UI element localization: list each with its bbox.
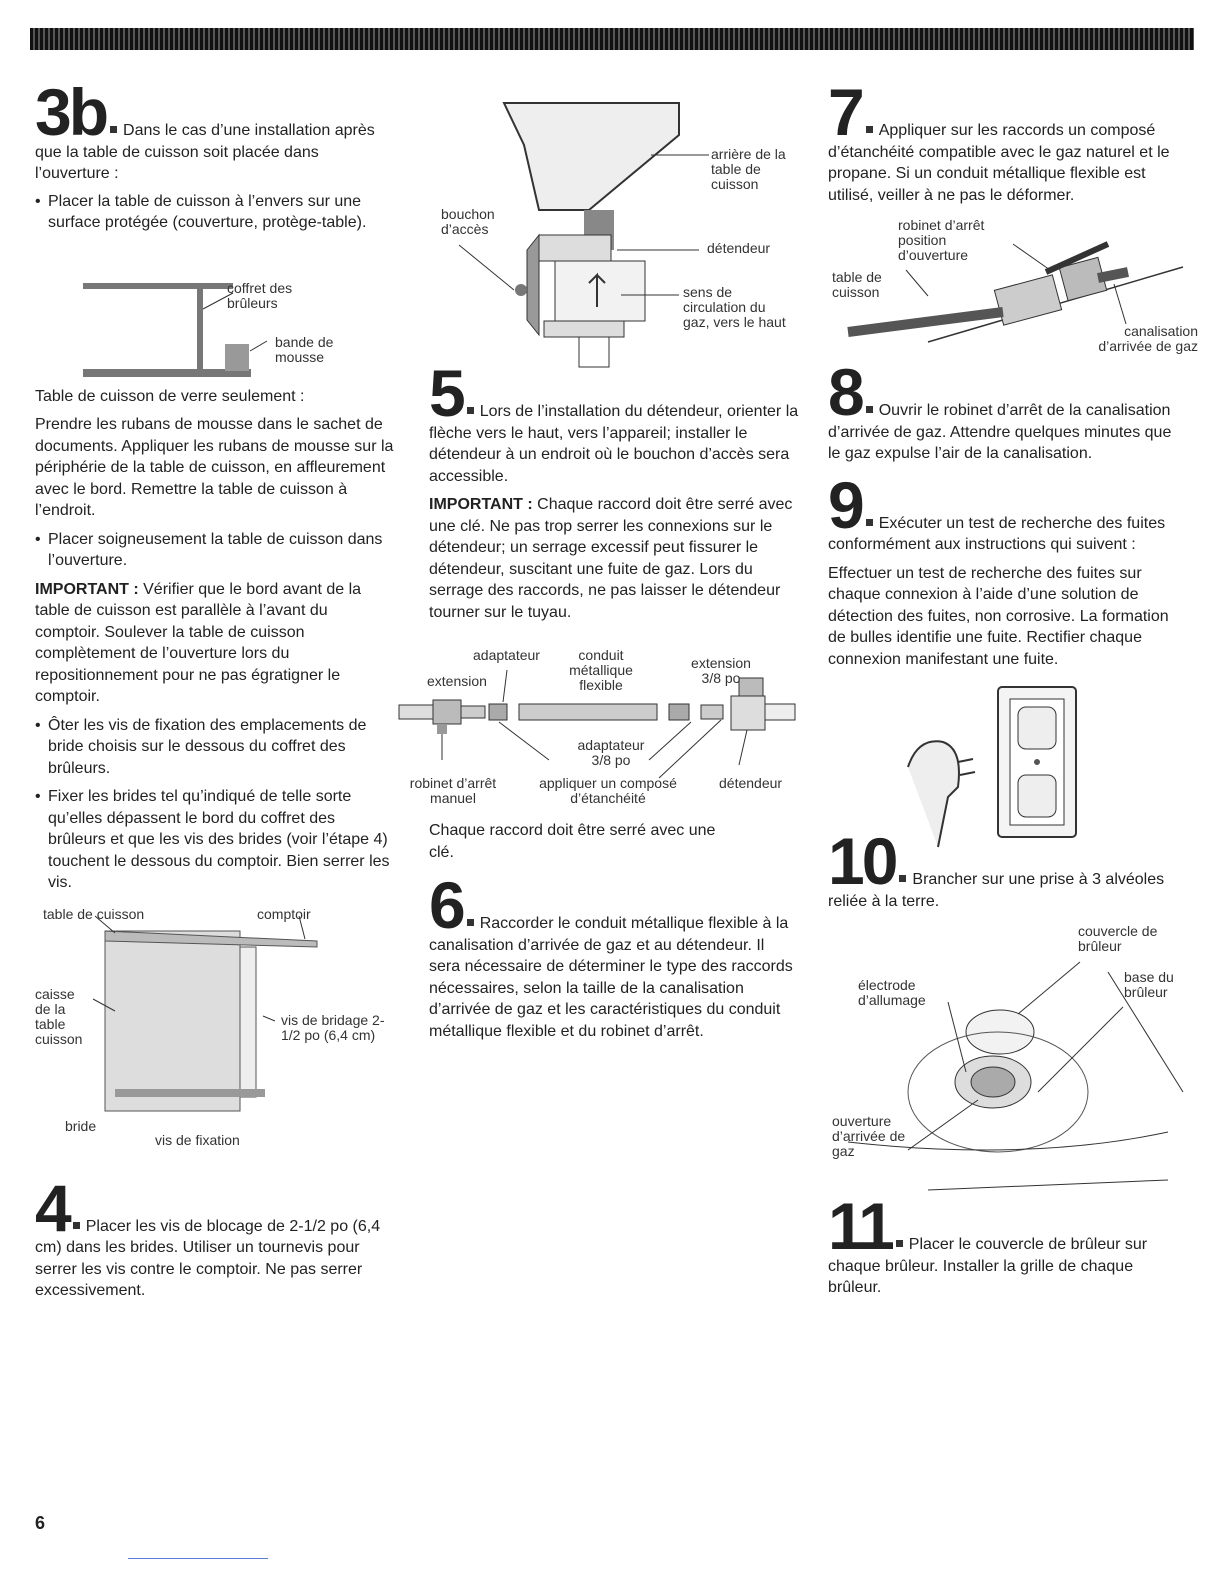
step-9 — [828, 467, 1188, 556]
bullet-item: • Placer soigneusement la table de cuisson dans l’ouverture. — [35, 529, 395, 572]
label-coffret: coffret des brûleurs — [227, 279, 293, 311]
step-text: Dans le cas d’une installation après que la table de cuisson soit placée dans l’ouverture : — [35, 122, 375, 182]
label-adaptateur-38: adaptateur 3/8 po — [577, 737, 645, 768]
step-3b — [35, 75, 395, 185]
step-text: Lors de l’installation du détendeur, orienter la flèche vers le haut, vers l’appareil; installer le détendeur à un endroit où le bouchon d’accès sera accessible. — [429, 403, 799, 485]
step-number: 7 — [828, 75, 862, 149]
label-detendeur-2: détendeur — [719, 775, 783, 791]
label-vis-fixation: vis de fixation — [155, 1131, 240, 1148]
bullet-square-icon — [110, 126, 117, 133]
important-note — [35, 579, 395, 708]
label-table: table de cuisson — [43, 905, 145, 922]
step-6 — [429, 868, 799, 1042]
figure-valve — [828, 212, 1198, 362]
step-number: 10 — [828, 824, 896, 898]
label-base: base du brûleur — [1124, 969, 1174, 1000]
bullet-square-icon — [73, 1222, 80, 1229]
important-text: Vérifier que le bord avant de la table de cuisson est parallèle à l’avant du comptoir. Soulever la table de cuisson complètement de l’ouverture lors du repositionnement pour ne pas égratigner le comptoir. — [35, 580, 362, 705]
label-electrode: électrode d’allumage — [858, 977, 926, 1008]
label-robinet: robinet d’arrêt manuel — [409, 775, 497, 806]
label-comptoir: comptoir — [257, 905, 311, 922]
label-appliquer: appliquer un composé d’étanchéité — [539, 775, 677, 806]
important-label: IMPORTANT : — [35, 580, 139, 598]
step-text: Raccorder le conduit métallique flexible à la canalisation d’arrivée de gaz et au détendeur. Il sera nécessaire de déterminer le type des raccords nécessaires, selon la taille de la canalisation d’arrivée de gaz et les caractéristiques du conduit métallique flexible et du robinet d’arrêt. — [429, 915, 793, 1040]
label-table-cuisson: table de cuisson — [832, 269, 882, 300]
step-text: Placer le couvercle de brûleur sur chaque brûleur. Installer la grille de chaque brûleur. — [828, 1236, 1148, 1296]
bullet-item: • Ôter les vis de fixation des emplacements de bride choisis sur le dessous du coffret des brûleurs. — [35, 715, 395, 780]
label-ouverture: ouverture d’arrivée de gaz — [832, 1113, 906, 1159]
step-text: Exécuter un test de recherche des fuites conformément aux instructions qui suivent : — [828, 514, 1166, 553]
label-bride: bride — [65, 1117, 97, 1134]
step-text: Ouvrir le robinet d’arrêt de la canalisation d’arrivée de gaz. Attendre quelques minutes que le gaz expulse l’air de la canalisation. — [828, 402, 1172, 462]
figure-foam — [35, 241, 395, 386]
step-7 — [828, 75, 1188, 206]
step-number: 11 — [828, 1189, 892, 1263]
label-sens: sens de circulation du gaz, vers le haut — [683, 284, 786, 330]
footer-line — [128, 1558, 268, 1559]
bullet-square-icon — [866, 406, 873, 413]
bullet-square-icon — [467, 407, 474, 414]
step-number: 5 — [429, 356, 463, 430]
header-bar — [30, 28, 1194, 50]
figure-connector — [399, 630, 799, 820]
step-number: 8 — [828, 355, 862, 429]
important-note — [429, 494, 799, 623]
bullet-square-icon — [896, 1240, 903, 1247]
glass-title: Table de cuisson de verre seulement : — [35, 387, 305, 405]
step-8 — [828, 355, 1188, 465]
glass-text: Prendre les rubans de mousse dans le sachet de documents. Appliquer les rubans de mousse sur la périphérie de la table de cuisson, en affleurement avec le bord. Remettre la table de cuisson à l’endroit. — [35, 416, 394, 519]
label-robinet-position: robinet d’arrêt position d’ouverture — [898, 217, 985, 263]
bullet-item: • Placer la table de cuisson à l’envers sur une surface protégée (couverture, protège-table). — [35, 191, 395, 234]
bullet-square-icon — [899, 875, 906, 882]
column-middle — [409, 95, 799, 1042]
page-number: 6 — [35, 1513, 46, 1533]
step-number: 4 — [35, 1170, 69, 1245]
step-11 — [828, 1189, 1188, 1299]
figure-regulator — [429, 95, 799, 365]
step-text: Placer les vis de blocage de 2-1/2 po (6,4 cm) dans les brides. Utiliser un tournevis pour serrer les vis contre le comptoir. Ne pas serrer excessivement. — [35, 1217, 381, 1299]
leak-test-text: Effectuer un test de recherche des fuites sur chaque connexion à l’aide d’une solution de détection des fuites, non corrosive. La formation de bulles identifie une fuite. Rectifier chaque connexion manifestant une fuite. — [828, 564, 1169, 668]
step-4 — [35, 1170, 395, 1302]
important-text: Chaque raccord doit être serré avec une clé. Ne pas trop serrer les connexions sur le détendeur; un serrage excessif peut fissurer le détendeur, suscitant une fuite de gaz. Lors du serrage des raccords, ne pas laisser le détendeur tourner sur le tuyau. — [429, 496, 793, 621]
figure-bracket — [35, 901, 395, 1156]
bullet-square-icon — [866, 126, 873, 133]
label-conduit: conduit métallique flexible — [569, 647, 633, 693]
column-left — [35, 75, 395, 1302]
label-canalisation: canalisation d’arrivée de gaz — [1098, 323, 1198, 354]
label-caisse: caisse de la table cuisson — [35, 985, 83, 1047]
label-bouchon: bouchon d’accès — [441, 206, 495, 237]
label-extension: extension — [427, 673, 487, 689]
outlet-diagram — [828, 677, 1188, 847]
bullet-square-icon — [467, 919, 474, 926]
figure-burner — [828, 923, 1188, 1192]
important-label: IMPORTANT : — [429, 496, 533, 513]
step-text: Brancher sur une prise à 3 alvéoles reliée à la terre. — [828, 871, 1165, 910]
step-number: 6 — [429, 868, 463, 942]
bullet-item: • Fixer les brides tel qu’indiqué de telle sorte qu’elles dépassent le bord du coffret des brûleurs et que les vis des brides (voir l’étape 4) touchent le dessous du comptoir. Bien serrer les vis. — [35, 786, 395, 894]
bullet-square-icon — [866, 519, 873, 526]
column-right — [828, 75, 1198, 1299]
label-extension-38: extension 3/8 po — [691, 655, 751, 686]
step-5 — [429, 356, 799, 487]
label-couvercle: couvercle de brûleur — [1078, 923, 1158, 954]
label-detendeur: détendeur — [707, 240, 771, 256]
step-number: 9 — [828, 467, 862, 542]
step-text: Appliquer sur les raccords un composé d’étanchéité compatible avec le gaz naturel et le propane. Si un conduit métallique flexible est utilisé, veiller à ne pas le déformer. — [828, 122, 1170, 204]
label-adaptateur: adaptateur — [473, 647, 540, 663]
label-vis-bridage: vis de bridage 2-1/2 po (6,4 cm) — [281, 1011, 385, 1043]
label-bande: bande de mousse — [275, 333, 334, 365]
step-number: 3b — [35, 75, 107, 149]
label-arriere: arrière de la table de cuisson — [711, 146, 786, 192]
figure-outlet — [828, 677, 1188, 847]
raccord-note: Chaque raccord doit être serré avec une clé. — [429, 822, 716, 861]
